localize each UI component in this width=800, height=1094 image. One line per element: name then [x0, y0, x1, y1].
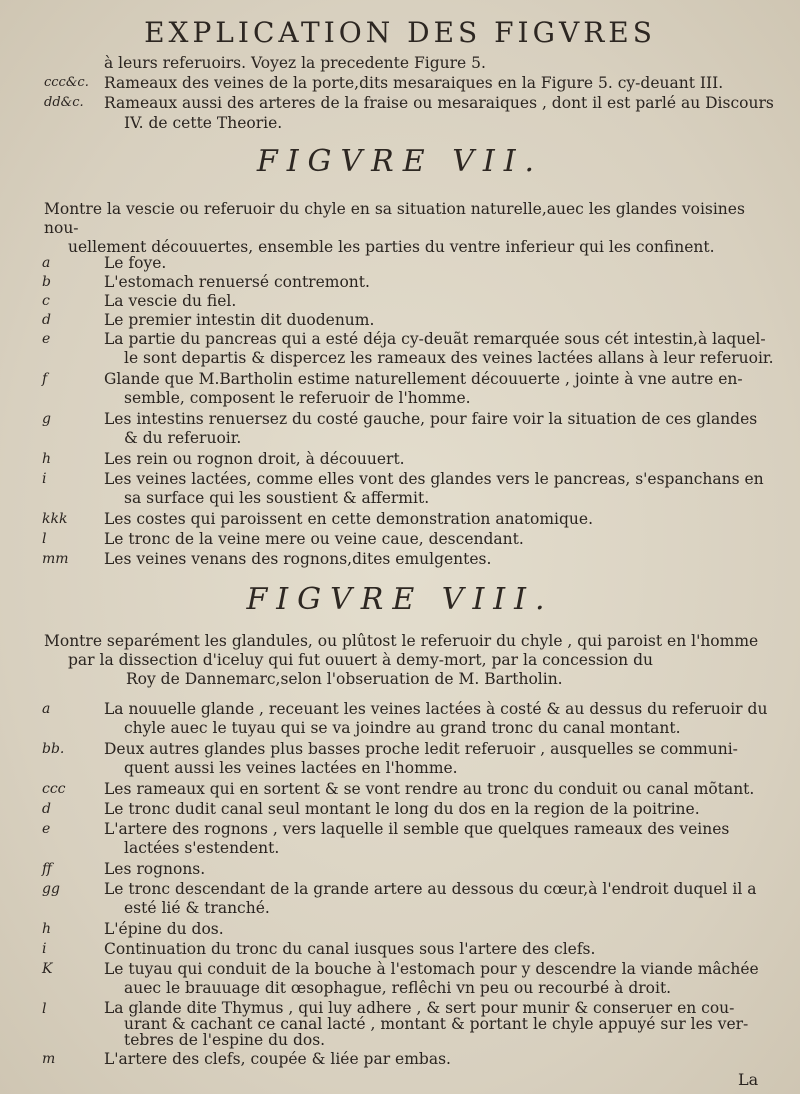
legend-text: L'artere des rognons , vers laquelle il semble que quelques rameaux des veines lactées s'estendent. [104, 820, 730, 857]
intro-line: Montre la vescie ou referuoir du chyle en sa situation naturelle,auec les glandes voisines nou- [44, 200, 745, 237]
legend-text: L'artere des clefs, coupée & liée par embas. [104, 1050, 451, 1068]
legend-label: a [42, 701, 51, 717]
legend-text: Glande que M.Bartholin estime naturellement découuerte , jointe à vne autre en- semble, composent le referuoir de l'homme. [104, 370, 743, 407]
legend-text: Les veines lactées, comme elles vont des glandes vers le pancreas, s'espanchans en sa surface qui les soustient & affermit. [104, 470, 764, 507]
legend-label: l [42, 1001, 47, 1017]
legend-label: kkk [42, 511, 68, 527]
top-line: Rameaux aussi des arteres de la fraise ou mesaraiques , dont il est parlé au Discours [104, 94, 774, 112]
legend-label: h [42, 921, 52, 937]
top-line-label: dd&c. [44, 95, 84, 110]
legend-label: mm [42, 551, 69, 567]
legend-label: b [42, 274, 51, 290]
legend-text: La partie du pancreas qui a esté déja cy-deuãt remarquée sous cét intestin,à laquel- le sont departis & dispercez les rameaux des veines lactées allans à leur referuoir. [104, 330, 774, 367]
legend-label: bb. [42, 741, 65, 757]
intro-line: Montre separément les glandules, ou plûtost le referuoir du chyle , qui paroist en l'homme [44, 632, 759, 650]
legend-label: i [42, 471, 47, 487]
legend-text: Les rein ou rognon droit, à découuert. [104, 450, 405, 468]
page-title: EXPLICATION DES FIGVRES [144, 16, 656, 49]
legend-text: Les rognons. [104, 860, 206, 878]
legend-text: Le tronc descendant de la grande artere au dessous du cœur,à l'endroit duquel il a esté lié & tranché. [104, 880, 757, 917]
top-line-label: ccc&c. [44, 75, 89, 90]
legend-text: Le foye. [104, 254, 167, 272]
legend-text: La vescie du fiel. [104, 292, 237, 310]
figure-7-heading: FIGVRE VII. [256, 144, 544, 179]
legend-text: Le premier intestin dit duodenum. [104, 311, 375, 329]
legend-text: La nouuelle glande , receuant les veines lactées à costé & au dessus du referuoir du chyle auec le tuyau qui se va joindre au grand tronc du canal montant. [104, 700, 768, 737]
legend-label: g [42, 411, 51, 427]
legend-text: Les veines venans des rognons,dites emulgentes. [104, 550, 492, 568]
legend-label: ff [42, 861, 52, 877]
legend-text: Deux autres glandes plus basses proche ledit referuoir , ausquelles se communi- quent aussi les veines lactées en l'homme. [104, 740, 738, 777]
intro-line: Roy de Dannemarc,selon l'obseruation de M. Bartholin. [126, 670, 563, 688]
legend-label: l [42, 531, 47, 547]
legend-text: Les rameaux qui en sortent & se vont rendre au tronc du conduit ou canal mõtant. [104, 780, 755, 798]
intro-line: uellement découuertes, ensemble les parties du ventre inferieur qui les confinent. [68, 238, 715, 256]
top-line: IV. de cette Theorie. [124, 114, 283, 132]
legend-label: a [42, 255, 51, 271]
top-line: à leurs referuoirs. Voyez la precedente Figure 5. [104, 54, 486, 72]
legend-label: c [42, 293, 50, 309]
legend-label: i [42, 941, 47, 957]
figure-7-intro [44, 200, 774, 257]
legend-label: ccc [42, 781, 66, 797]
legend-label: K [42, 961, 53, 977]
legend-text: Le tronc dudit canal seul montant le long du dos en la region de la poitrine. [104, 800, 700, 818]
catchword: La [738, 1070, 759, 1089]
legend-text: Les costes qui paroissent en cette demonstration anatomique. [104, 510, 594, 528]
legend-label: gg [42, 881, 60, 897]
figure-8-intro [44, 632, 774, 689]
legend-label: e [42, 821, 51, 837]
legend-text: Le tronc de la veine mere ou veine caue, descendant. [104, 530, 524, 548]
legend-text: Les intestins renuersez du costé gauche, pour faire voir la situation de ces glandes & du referuoir. [104, 410, 758, 447]
legend-label: h [42, 451, 52, 467]
legend-text: Continuation du tronc du canal iusques sous l'artere des clefs. [104, 940, 596, 958]
legend-text: L'épine du dos. [104, 920, 224, 938]
legend-label: d [42, 801, 51, 817]
legend-label: f [42, 371, 48, 387]
legend-text: Le tuyau qui conduit de la bouche à l'estomach pour y descendre la viande mâchée auec le brauuage dit œsophague, reflêchi vn peu ou recourbé à droit. [104, 960, 759, 997]
legend-label: m [42, 1051, 56, 1067]
figure-8-heading: FIGVRE VIII. [246, 582, 554, 617]
legend-label: e [42, 331, 51, 347]
top-line: Rameaux des veines de la porte,dits mesaraiques en la Figure 5. cy-deuant III. [104, 74, 724, 92]
legend-text: La glande dite Thymus , qui luy adhere , & sert pour munir & conseruer en cou- urant & cachant ce canal lacté , montant & portant le chyle appuyé sur les ver- tebres de l'espine du dos. [104, 999, 749, 1049]
legend-label: d [42, 312, 51, 328]
intro-line: par la dissection d'iceluy qui fut ouuert à demy-mort, par la concession du [68, 651, 653, 669]
legend-text: L'estomach renuersé contremont. [104, 273, 370, 291]
